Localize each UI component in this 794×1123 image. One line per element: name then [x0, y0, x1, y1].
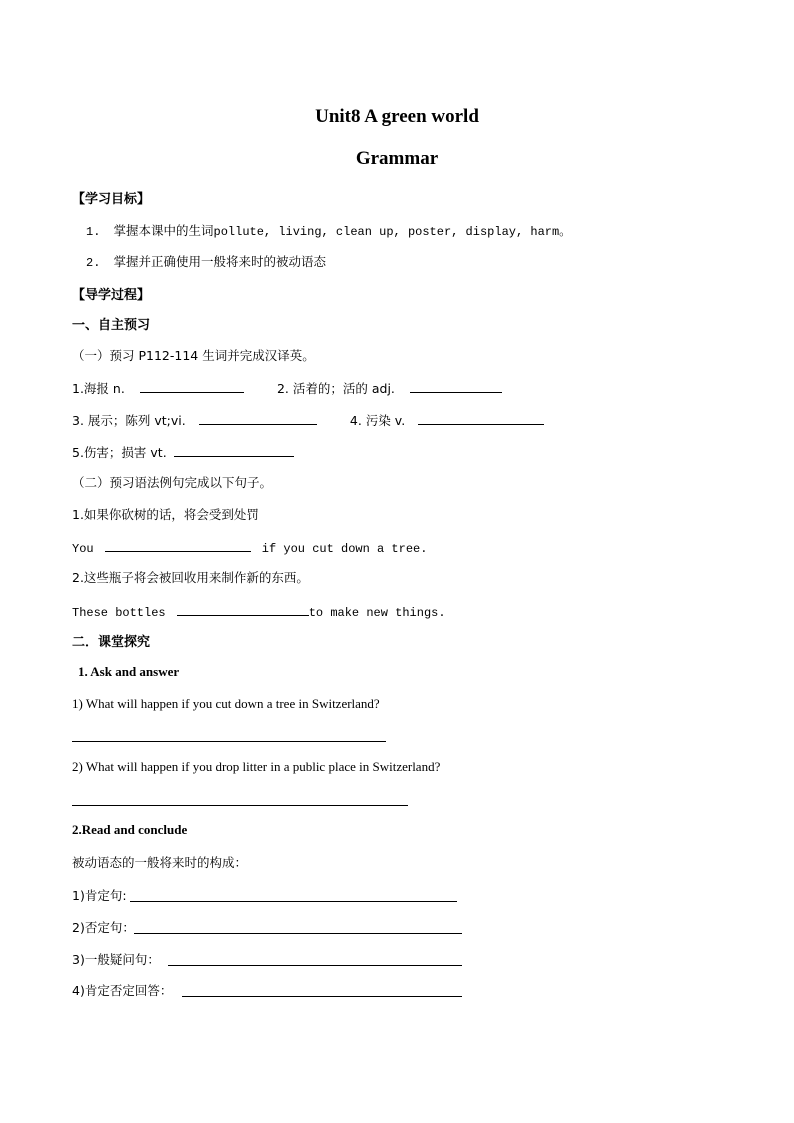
- objective-text-zh: 掌握并正确使用一般将来时的被动语态: [113, 254, 327, 269]
- answer-line[interactable]: [168, 965, 462, 966]
- question-text: 1) What will happen if you cut down a tree in Switzerland?: [72, 696, 380, 711]
- vocab-item: 4. 污染 v.: [349, 413, 406, 428]
- answer-line[interactable]: [134, 933, 462, 934]
- answer-blank[interactable]: [105, 539, 251, 552]
- answer-line[interactable]: [72, 805, 408, 806]
- vocab-item: 5.伤害；损害 vt.: [72, 445, 167, 460]
- part1-heading: 一、自主预习: [72, 318, 151, 333]
- sentence-zh: 2.这些瓶子将会被回收用来制作新的东西。: [72, 570, 309, 585]
- vocab-row: [72, 378, 502, 397]
- conclude-item: 4)肯定否定回答：: [72, 983, 173, 998]
- part1-sub1: （一）预习 P112-114 生词并完成汉译英。: [72, 348, 315, 363]
- page-subtitle: Grammar: [355, 148, 439, 169]
- objective-number: 2.: [86, 256, 101, 270]
- objective-number: 1.: [86, 225, 101, 239]
- vocab-row: [72, 442, 294, 461]
- answer-line[interactable]: [182, 996, 462, 997]
- sentence-en-row: [72, 537, 427, 556]
- process-heading: 【导学过程】: [72, 288, 151, 303]
- vocab-item: 3. 展示；陈列 vt;vi.: [72, 413, 186, 428]
- answer-blank[interactable]: [177, 603, 309, 616]
- answer-blank[interactable]: [199, 412, 317, 425]
- task2-heading: 2.Read and conclude: [72, 822, 188, 837]
- sentence-en-end: to make new things.: [308, 606, 446, 620]
- answer-blank[interactable]: [410, 380, 502, 393]
- conclude-item: 2)否定句：: [72, 920, 135, 935]
- answer-blank[interactable]: [174, 444, 294, 457]
- part1-sub2: （二）预习语法例句完成以下句子。: [72, 475, 273, 490]
- conclude-item: 3)一般疑问句：: [72, 952, 160, 967]
- objective-text-zh: 掌握本课中的生词: [113, 223, 214, 238]
- sentence-zh: 1.如果你砍树的话，将会受到处罚: [72, 507, 259, 522]
- task1-heading: 1. Ask and answer: [78, 664, 180, 679]
- objective-text-en: pollute, living, clean up, poster, display, harm。: [213, 225, 572, 239]
- objective-item: [86, 220, 571, 239]
- part2-heading: 二．课堂探究: [72, 635, 151, 650]
- vocab-item: 1.海报 n.: [72, 381, 125, 396]
- sentence-en-end: if you cut down a tree.: [261, 542, 428, 556]
- vocab-item: 2. 活着的；活的 adj.: [276, 381, 395, 396]
- sentence-en-start: You: [72, 542, 94, 556]
- page-title: Unit8 A green world: [315, 106, 479, 127]
- task2-intro: 被动语态的一般将来时的构成：: [72, 855, 248, 870]
- conclude-item: 1)肯定句:: [72, 888, 127, 903]
- objective-item: [86, 251, 326, 270]
- objectives-heading: 【学习目标】: [72, 192, 151, 207]
- question-text: 2) What will happen if you drop litter in a public place in Switzerland?: [72, 759, 441, 774]
- vocab-row: [72, 410, 544, 429]
- answer-line[interactable]: [72, 741, 386, 742]
- sentence-en-row: [72, 601, 446, 620]
- answer-blank[interactable]: [418, 412, 544, 425]
- answer-line[interactable]: [130, 901, 457, 902]
- sentence-en-start: These bottles: [72, 606, 166, 620]
- answer-blank[interactable]: [140, 380, 244, 393]
